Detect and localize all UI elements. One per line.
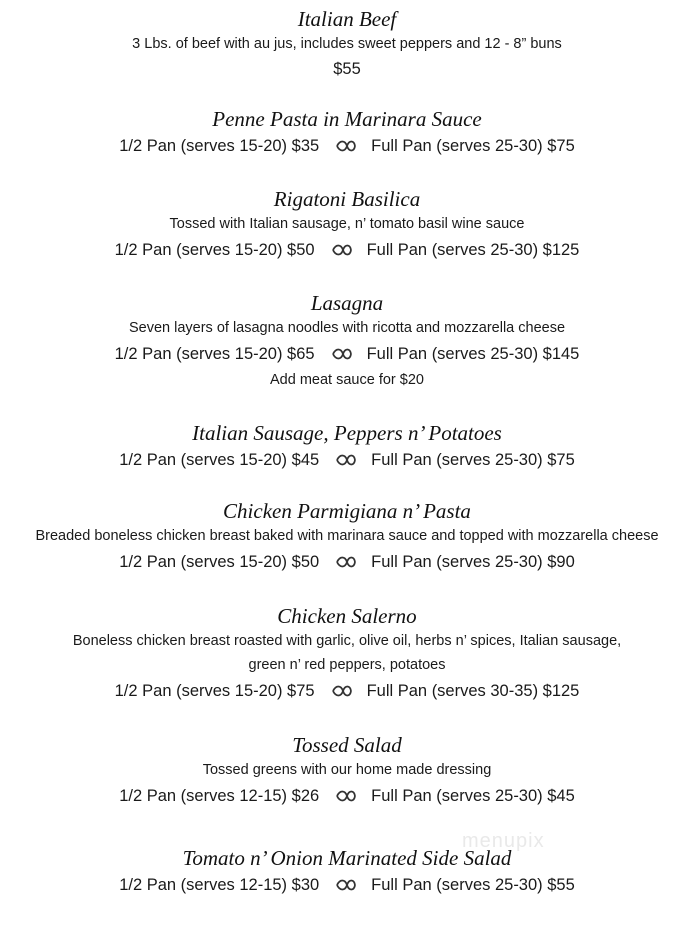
fleuron-ornament-icon (335, 453, 357, 467)
item-description: Breaded boneless chicken breast baked with marinara sauce and topped with mozzarella cheese (35, 528, 659, 544)
fleuron-ornament-icon (331, 243, 353, 257)
price-line (0, 677, 694, 705)
menu-item-chicken-parmigiana (0, 498, 694, 576)
item-title: Chicken Parmigiana n’ Pasta (223, 499, 471, 523)
item-title: Italian Beef (297, 7, 397, 31)
item-title: Tomato n’ Onion Marinated Side Salad (182, 846, 512, 870)
full-pan-price: Full Pan (serves 25-30) $45 (371, 787, 575, 805)
fleuron-ornament-icon (331, 684, 353, 698)
menu-item-lasagna (0, 290, 694, 392)
menu-item-rigatoni-basilica (0, 186, 694, 264)
menu-item-italian-sausage (0, 420, 694, 474)
full-pan-price: Full Pan (serves 25-30) $145 (366, 345, 580, 363)
fleuron-ornament-icon (331, 347, 353, 361)
half-pan-price: 1/2 Pan (serves 15-20) $35 (119, 137, 320, 155)
item-description: Tossed greens with our home made dressing (202, 762, 492, 778)
item-title: Lasagna (310, 291, 384, 315)
fleuron-ornament-icon (335, 789, 357, 803)
item-price: $55 (333, 60, 361, 78)
price-line (0, 446, 694, 474)
half-pan-price: 1/2 Pan (serves 15-20) $45 (119, 451, 320, 469)
item-title: Rigatoni Basilica (273, 187, 421, 211)
menu-item-tossed-salad (0, 732, 694, 810)
item-description: Tossed with Italian sausage, n’ tomato basil wine sauce (169, 216, 525, 232)
fleuron-ornament-icon (335, 555, 357, 569)
half-pan-price: 1/2 Pan (serves 15-20) $50 (114, 241, 315, 259)
full-pan-price: Full Pan (serves 30-35) $125 (366, 682, 580, 700)
half-pan-price: 1/2 Pan (serves 15-20) $65 (114, 345, 315, 363)
menu-item-tomato-onion-salad (0, 845, 694, 899)
half-pan-price: 1/2 Pan (serves 15-20) $50 (119, 553, 320, 571)
half-pan-price: 1/2 Pan (serves 15-20) $75 (114, 682, 315, 700)
item-description: Boneless chicken breast roasted with garlic, olive oil, herbs n’ spices, Italian sausage, (72, 633, 622, 649)
price-line (0, 236, 694, 264)
price-line (0, 132, 694, 160)
price-line (0, 340, 694, 368)
item-description: Seven layers of lasagna noodles with ricotta and mozzarella cheese (128, 320, 566, 336)
full-pan-price: Full Pan (serves 25-30) $125 (366, 241, 580, 259)
item-title: Italian Sausage, Peppers n’ Potatoes (192, 421, 502, 445)
item-note: Add meat sauce for $20 (270, 372, 424, 388)
item-title: Chicken Salerno (277, 604, 417, 628)
item-title: Tossed Salad (292, 733, 402, 757)
item-description-line-2: green n’ red peppers, potatoes (248, 657, 446, 673)
full-pan-price: Full Pan (serves 25-30) $75 (371, 451, 575, 469)
full-pan-price: Full Pan (serves 25-30) $75 (371, 137, 575, 155)
watermark-text: menupix (462, 830, 545, 852)
item-description: 3 Lbs. of beef with au jus, includes sweet peppers and 12 - 8” buns (132, 36, 562, 52)
price-line (0, 782, 694, 810)
full-pan-price: Full Pan (serves 25-30) $90 (371, 553, 575, 571)
price-line (0, 548, 694, 576)
item-title: Penne Pasta in Marinara Sauce (212, 107, 482, 131)
menu-item-chicken-salerno (0, 603, 694, 705)
fleuron-ornament-icon (335, 139, 357, 153)
fleuron-ornament-icon (335, 878, 357, 892)
menu-item-italian-beef (0, 6, 694, 82)
full-pan-price: Full Pan (serves 25-30) $55 (371, 876, 575, 894)
menu-item-penne-pasta (0, 106, 694, 160)
half-pan-price: 1/2 Pan (serves 12-15) $30 (119, 876, 320, 894)
half-pan-price: 1/2 Pan (serves 12-15) $26 (119, 787, 320, 805)
price-line (0, 871, 694, 899)
